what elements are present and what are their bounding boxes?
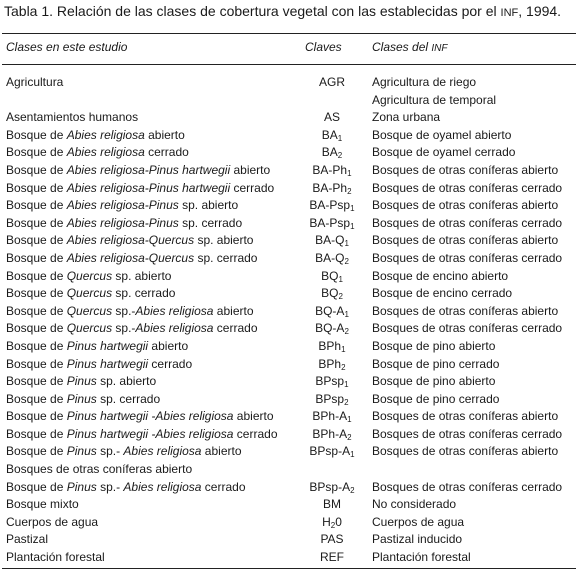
text-segment: sp. abierto [194, 233, 254, 248]
text-segment: Bosque de [6, 286, 67, 301]
table-caption [4, 3, 561, 19]
text-segment: 0 [335, 514, 342, 529]
text-segment: Bosque mixto [6, 497, 79, 512]
text-segment: AGR [318, 75, 345, 89]
table-row [0, 285, 580, 303]
species-name: Pinus hartwegii -Abies religiosa [66, 426, 234, 441]
table-row [0, 408, 580, 426]
species-name: Pinus hartwegii [66, 338, 149, 353]
table-row [0, 373, 580, 391]
table-row [0, 320, 580, 338]
text-segment: Asentamientos humanos [6, 110, 139, 125]
cell-clase-inf: Bosques de otras coníferas abierto [372, 444, 559, 459]
cell-clase-estudio [6, 109, 138, 127]
text-segment: sp. cerrado [96, 391, 161, 406]
subscript: 1 [350, 450, 355, 460]
cell-clase-estudio [6, 232, 253, 250]
bottom-rule [2, 568, 576, 569]
subscript: 1 [347, 168, 352, 178]
text-segment: PAS [320, 532, 344, 547]
cell-clave [293, 408, 371, 426]
table-row [0, 514, 580, 532]
subscript: 2 [330, 520, 336, 530]
text-segment: abierto [148, 338, 189, 353]
table-row [0, 391, 580, 409]
cell-clase-inf: Bosques de otras coníferas abierto [372, 409, 559, 424]
species-name: Abies religiosa [66, 127, 145, 142]
text-segment: Bosque de [6, 250, 67, 265]
species-name: Abies religiosa-Quercus [66, 250, 195, 265]
species-name: Pinus hartwegii [66, 356, 149, 371]
cell-clave [293, 74, 371, 92]
cell-clave [293, 250, 371, 268]
subscript: 1 [338, 274, 343, 284]
cell-clave [293, 356, 371, 374]
text-segment: BA [321, 145, 338, 160]
text-segment: BA-Psp [309, 215, 351, 230]
text-segment: Bosque de [6, 391, 67, 406]
text-segment: Cuerpos de agua [6, 514, 99, 529]
table-row [0, 180, 580, 198]
text-segment: sp. cerrado [178, 215, 243, 230]
cell-clase-estudio [6, 268, 171, 286]
species-name: Abies religiosa-Pinus [66, 198, 179, 213]
text-segment: BQ [321, 268, 339, 283]
cell-clase-inf: Bosques de otras coníferas cerrado [372, 180, 563, 195]
cell-clase-inf: Bosques de otras coníferas cerrado [372, 250, 563, 265]
cell-clase-inf: Bosque de pino cerrado [372, 356, 500, 371]
table-row [0, 215, 580, 233]
cell-clase-estudio [6, 408, 274, 426]
cell-clase-inf: Bosque de oyamel abierto [372, 127, 512, 142]
text-segment: Bosque de [6, 162, 67, 177]
species-name: Quercus [66, 303, 113, 318]
text-segment: Bosque de [6, 374, 67, 389]
cell-clase-inf: Pastizal inducido [372, 532, 463, 547]
table-row [0, 250, 580, 268]
species-name: Abies religiosa [123, 444, 202, 459]
text-segment: BA-Q [315, 233, 345, 248]
cell-clase-inf: Bosque de oyamel cerrado [372, 145, 516, 160]
cell-clase-estudio [6, 479, 246, 497]
text-segment: BPh-A [312, 426, 348, 441]
subscript: 2 [344, 256, 349, 266]
species-name: Quercus [66, 286, 113, 301]
text-segment: sp. abierto [178, 198, 239, 213]
cell-clave [293, 109, 371, 127]
cell-clase-inf: Plantación forestal [372, 550, 471, 565]
header-clases-estudio: Clases en este estudio [6, 40, 128, 54]
text-segment: abierto [213, 303, 254, 318]
subscript: 2 [341, 362, 346, 372]
cell-clave [293, 496, 371, 514]
text-segment: BA [321, 127, 338, 142]
text-segment: cerrado [233, 426, 278, 441]
cell-clase-inf: Bosques de otras coníferas abierto [372, 233, 559, 248]
text-segment: Bosque de [6, 198, 67, 213]
caption-abbr: INF [500, 7, 519, 19]
text-segment: sp. abierto [112, 268, 172, 283]
text-segment: BPh [318, 356, 342, 371]
species-name: Pinus [66, 444, 97, 459]
cell-clase-estudio [6, 127, 185, 145]
text-segment: sp. abierto [96, 374, 157, 389]
text-segment: H [322, 514, 331, 529]
cell-clase-inf: No considerado [372, 497, 457, 512]
text-segment: BQ-A [315, 303, 345, 318]
table-row [0, 496, 580, 514]
text-segment: Bosque de [6, 356, 67, 371]
cell-clase-estudio [6, 74, 63, 92]
cell-clase-estudio [6, 338, 188, 356]
cell-clave [293, 232, 371, 250]
caption-prefix: Tabla 1. Relación de las clases de cobertura vegetal con las establecidas por el [4, 3, 501, 19]
cell-clave [293, 391, 371, 409]
text-segment: Plantación forestal [6, 550, 105, 565]
text-segment: sp. cerrado [194, 250, 258, 265]
species-name: Abies religiosa-Pinus hartwegii [66, 162, 231, 177]
cell-clase-inf: Cuerpos de agua [372, 514, 465, 529]
text-segment: Bosque de [6, 233, 67, 248]
text-segment: REF [320, 550, 344, 565]
species-name: Abies religiosa-Pinus [66, 215, 179, 230]
cell-clase-estudio [6, 320, 258, 338]
text-segment: Bosque de [6, 338, 67, 353]
text-segment: BPh [318, 338, 342, 353]
cell-clase-estudio [6, 531, 48, 549]
species-name: Abies religiosa [123, 479, 202, 494]
cell-clase-inf: Agricultura de riego [372, 75, 477, 89]
text-segment: Bosque de [6, 145, 67, 160]
table-row [0, 109, 580, 127]
cell-clave [293, 320, 371, 338]
cell-clase-estudio [6, 373, 156, 391]
subscript: 1 [344, 239, 349, 249]
cell-clave [293, 144, 371, 162]
species-name: Abies religiosa [135, 321, 214, 336]
cell-clase-inf: Bosque de pino abierto [372, 374, 496, 389]
cell-clase-inf: Bosque de pino abierto [372, 338, 496, 353]
text-segment: abierto [233, 409, 274, 424]
text-segment: BPsp-A [309, 479, 351, 494]
text-segment: Bosque de [6, 479, 67, 494]
subscript: 2 [337, 151, 343, 161]
species-name: Pinus [66, 479, 97, 494]
species-name: Quercus [66, 268, 113, 283]
text-segment: Bosque de [6, 321, 67, 336]
text-segment: cerrado [213, 321, 258, 336]
table-row [0, 443, 580, 461]
table-row [0, 268, 580, 286]
text-segment: BA-Q [315, 250, 345, 265]
caption-suffix: , 1994. [518, 3, 562, 19]
table-row [0, 461, 580, 479]
cell-clave [293, 373, 371, 391]
text-segment: AS [323, 110, 340, 125]
subscript: 1 [341, 344, 346, 354]
table-row [0, 144, 580, 162]
cell-clase-estudio [6, 549, 105, 567]
cell-clave [293, 268, 371, 286]
text-segment: Bosques de otras coníferas abierto [6, 462, 193, 477]
text-segment: BPsp [315, 391, 345, 406]
species-name: Quercus [66, 321, 113, 336]
cell-clase-estudio [6, 285, 175, 303]
subscript: 1 [347, 415, 352, 425]
cell-clave [293, 514, 371, 532]
species-name: Pinus hartwegii -Abies religiosa [66, 409, 234, 424]
cell-clase-inf: Bosques de otras coníferas cerrado [372, 321, 563, 336]
cell-clase-estudio [6, 426, 278, 444]
top-rule [2, 33, 576, 34]
cell-clase-estudio [6, 496, 79, 514]
text-segment: cerrado [230, 180, 275, 195]
species-name: Pinus [66, 374, 97, 389]
cell-clase-estudio [6, 250, 257, 268]
cell-clase-estudio [6, 443, 242, 461]
text-segment: Agricultura [6, 75, 64, 89]
cell-clave [293, 162, 371, 180]
subscript: 2 [344, 327, 349, 337]
cell-clave [293, 426, 371, 444]
text-segment: BM [323, 497, 341, 512]
species-name: Abies religiosa [135, 303, 214, 318]
table-row [0, 479, 580, 497]
cell-clave [293, 303, 371, 321]
text-segment: abierto [230, 162, 271, 177]
cell-clave [293, 338, 371, 356]
cell-clase-inf: Bosques de otras coníferas cerrado [372, 215, 563, 230]
text-segment: sp.- [112, 321, 136, 336]
text-segment: Pastizal [6, 532, 49, 547]
table-row [0, 426, 580, 444]
cell-clase-inf: Bosque de encino cerrado [372, 286, 513, 301]
cell-clave [293, 531, 371, 549]
species-name: Abies religiosa [66, 145, 145, 160]
cell-clase-estudio [6, 197, 238, 215]
text-segment: Bosque de [6, 180, 67, 195]
text-segment: abierto [201, 444, 242, 459]
table-row [0, 549, 580, 567]
table-row [0, 92, 580, 110]
text-segment: sp.- [96, 479, 124, 494]
subscript: 1 [350, 204, 355, 214]
cell-clave [293, 127, 371, 145]
header-claves: Claves [305, 40, 342, 54]
table-row [0, 531, 580, 549]
text-segment: Bosque de [6, 303, 67, 318]
cell-clave [293, 285, 371, 303]
cell-clase-estudio [6, 461, 192, 479]
table-row [0, 338, 580, 356]
header-clases-inf-abbr: INF [431, 43, 448, 54]
cell-clave [293, 215, 371, 233]
text-segment: Bosque de [6, 127, 67, 142]
text-segment: BPsp-A [309, 444, 351, 459]
species-name: Pinus [66, 391, 97, 406]
text-segment: cerrado [201, 479, 246, 494]
cell-clave [293, 180, 371, 198]
cell-clase-inf: Bosques de otras coníferas cerrado [372, 479, 563, 494]
cell-clase-inf: Bosques de otras coníferas cerrado [372, 426, 563, 441]
cell-clase-inf: Bosque de pino cerrado [372, 391, 500, 406]
table-row [0, 197, 580, 215]
cell-clase-inf: Zona urbana [372, 110, 441, 125]
text-segment: Bosque de [6, 215, 67, 230]
cell-clase-inf: Bosques de otras coníferas abierto [372, 303, 559, 318]
text-segment: BA-Psp [309, 198, 351, 213]
cell-clase-estudio [6, 180, 274, 198]
text-segment: Bosque de [6, 444, 67, 459]
table-row [0, 162, 580, 180]
cell-clave [293, 443, 371, 461]
text-segment: Bosque de [6, 426, 67, 441]
text-segment: BQ-A [315, 321, 345, 336]
cell-clave [293, 479, 371, 497]
subscript: 2 [347, 432, 352, 442]
text-segment: BQ [321, 286, 339, 301]
header-clases-inf [372, 40, 447, 54]
table-body [0, 74, 580, 567]
subscript: 1 [337, 133, 343, 143]
text-segment: BPsp [315, 374, 345, 389]
cell-clase-inf: Bosques de otras coníferas abierto [372, 162, 559, 177]
table-row [0, 303, 580, 321]
cell-clase-inf: Agricultura de temporal [372, 92, 497, 107]
subscript: 2 [344, 397, 349, 407]
subscript: 1 [350, 221, 355, 231]
species-name: Abies religiosa-Pinus hartwegii [66, 180, 231, 195]
text-segment: BA-Ph [312, 162, 348, 177]
cell-clase-inf: Bosques de otras coníferas abierto [372, 198, 559, 213]
subscript: 1 [344, 309, 349, 319]
cell-clase-estudio [6, 356, 192, 374]
cell-clase-inf: Bosque de encino abierto [372, 268, 509, 283]
subscript: 2 [350, 485, 355, 495]
header-rule [2, 64, 576, 65]
text-segment: BPh-A [312, 409, 348, 424]
text-segment: Bosque de [6, 409, 67, 424]
cell-clase-estudio [6, 144, 189, 162]
text-segment: cerrado [148, 356, 193, 371]
cell-clase-estudio [6, 215, 242, 233]
cell-clase-estudio [6, 303, 254, 321]
text-segment: sp.- [96, 444, 124, 459]
table-row [0, 232, 580, 250]
cell-clave [293, 197, 371, 215]
text-segment: Bosque de [6, 268, 67, 283]
cell-clase-estudio [6, 514, 98, 532]
text-segment: abierto [144, 127, 185, 142]
subscript: 2 [338, 292, 343, 302]
cell-clase-estudio [6, 162, 270, 180]
text-segment: sp. cerrado [112, 286, 176, 301]
table-row [0, 356, 580, 374]
text-segment: BA-Ph [312, 180, 348, 195]
cell-clave [293, 549, 371, 567]
header-clases-inf-prefix: Clases del [372, 40, 432, 54]
species-name: Abies religiosa-Quercus [66, 233, 195, 248]
subscript: 2 [347, 186, 352, 196]
text-segment: sp.- [112, 303, 136, 318]
subscript: 1 [344, 380, 349, 390]
cell-clase-estudio [6, 391, 160, 409]
text-segment: cerrado [144, 145, 189, 160]
table-row [0, 127, 580, 145]
table-row [0, 74, 580, 92]
